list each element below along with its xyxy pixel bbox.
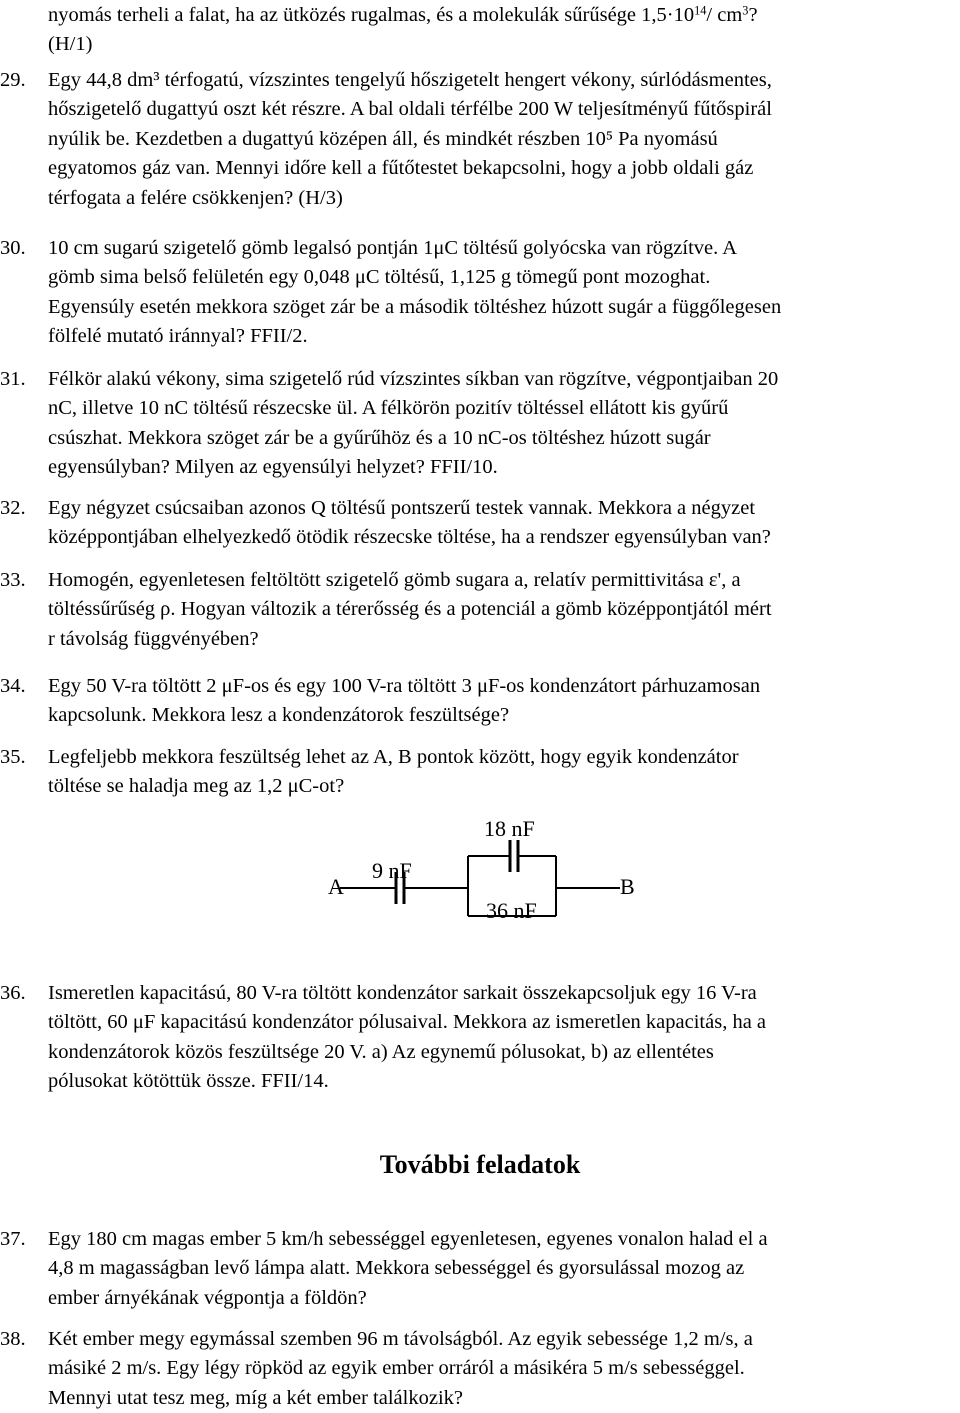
capacitor-circuit-diagram [300, 808, 660, 944]
series-cap-label: 9 nF [372, 858, 412, 883]
problem-number: 30. [0, 237, 26, 259]
problem-text: Legfeljebb mekkora feszültség lehet az A, B pontok között, hogy egyik kondenzátor töltése se haladja meg az 1,2 μC-ot? [48, 746, 739, 798]
problem-text: 10 cm sugarú szigetelő gömb legalsó pontján 1μC töltésű golyócska van rögzítve. A gömb sima belső felületén egy 0,048 μC töltésű, 1,125 g tömegű pont mozoghat. Egyensúly esetén mekkora szöget zár be a második töltéshez húzott sugár a függőlegesen fölfelé mutató iránnyal? FFII/2. [48, 237, 782, 348]
problem-number: 34. [0, 675, 26, 697]
problem-text: Egy 180 cm magas ember 5 km/h sebességgel egyenletesen, egyenes vonalon halad el a 4,8 m magasságban levő lámpa alatt. Mekkora sebességgel és gyorsulással mozog az ember árnyékának végpontja a földön? [48, 1228, 768, 1309]
problem-number: 31. [0, 368, 26, 390]
problem-number: 35. [0, 746, 26, 768]
problem-text: Két ember megy egymással szemben 96 m távolságból. Az egyik sebessége 1,2 m/s, a másiké 2 m/s. Egy légy röpköd az egyik ember orráról a másikéra 5 m/s sebességgel. Mennyi utat tesz meg, míg a két ember találkozik? [48, 1328, 753, 1409]
problem-text: Ismeretlen kapacitású, 80 V-ra töltött kondenzátor sarkait összekapcsoljuk egy 16 V-ra töltött, 60 μF kapacitású kondenzátor pólusaival. Mekkora az ismeretlen kapacitás, ha a kondenzátorok közös feszültsége 20 V. a) Az egynemű pólusokat, b) az ellentétes pólusokat kötöttük össze. FFII/14. [48, 982, 767, 1093]
problem-number: 38. [0, 1328, 26, 1350]
problem-text: Félkör alakú vékony, sima szigetelő rúd vízszintes síkban van rögzítve, végpontjaiban 20 nC, illetve 10 nC töltésű részecske ül. A félkörön pozitív töltéssel ellátott kis gyűrű csúszhat. Mekkora szöget zár be a gyűrűhöz és a 10 nC-os töltéshez húzott sugár egyensúlyban? Milyen az egyensúlyi helyzet? FFII/10. [48, 368, 779, 479]
bottom-cap-label: 36 nF [486, 898, 537, 923]
point-b-label: B [620, 874, 635, 899]
carryover-text: nyomás terheli a falat, ha az ütközés rugalmas, és a molekulák sűrűsége $1,5\cdot 10^{14}/$ $cm^3$? (H/1) [48, 3, 758, 56]
problem-text: Egy 50 V-ra töltött 2 μF-os és egy 100 V-ra töltött 3 μF-os kondenzátort párhuzamosan kapcsolunk. Mekkora lesz a kondenzátorok feszültsége? [48, 675, 761, 727]
top-cap-label: 18 nF [484, 816, 535, 841]
problem-number: 29. [0, 69, 26, 91]
problem-number: 32. [0, 497, 26, 519]
problem-number: 36. [0, 982, 26, 1004]
problem-text: Homogén, egyenletesen feltöltött szigetelő gömb sugara a, relatív permittivitása ε', a töltéssűrűség ρ. Hogyan változik a térerősség és a potenciál a gömb középpontjától mért r távolság függvényében? [48, 569, 772, 650]
problem-number: 33. [0, 569, 26, 591]
problem-text: Egy 44,8 dm³ térfogatú, vízszintes tengelyű hőszigetelt hengert vékony, súrlódásmentes, hőszigetelő dugattyú oszt két részre. A bal oldali térfélbe 200 W teljesítményű fűtőspirál nyúlik be. Kezdetben a dugattyú középen áll, és mindkét részben 10⁵ Pa nyomású egyatomos gáz van. Mennyi időre kell a fűtőtestet bekapcsolni, hogy a jobb oldali gáz térfogata a felére csökkenjen? (H/3) [48, 69, 772, 209]
point-a-label: A [328, 874, 344, 899]
problem-number: 37. [0, 1228, 26, 1250]
problem-text: Egy négyzet csúcsaiban azonos Q töltésű pontszerű testek vannak. Mekkora a négyzet középpontjában elhelyezkedő ötödik részecske töltése, ha a rendszer egyensúlyban van? [48, 497, 771, 549]
section-heading: További feladatok [379, 1150, 581, 1179]
